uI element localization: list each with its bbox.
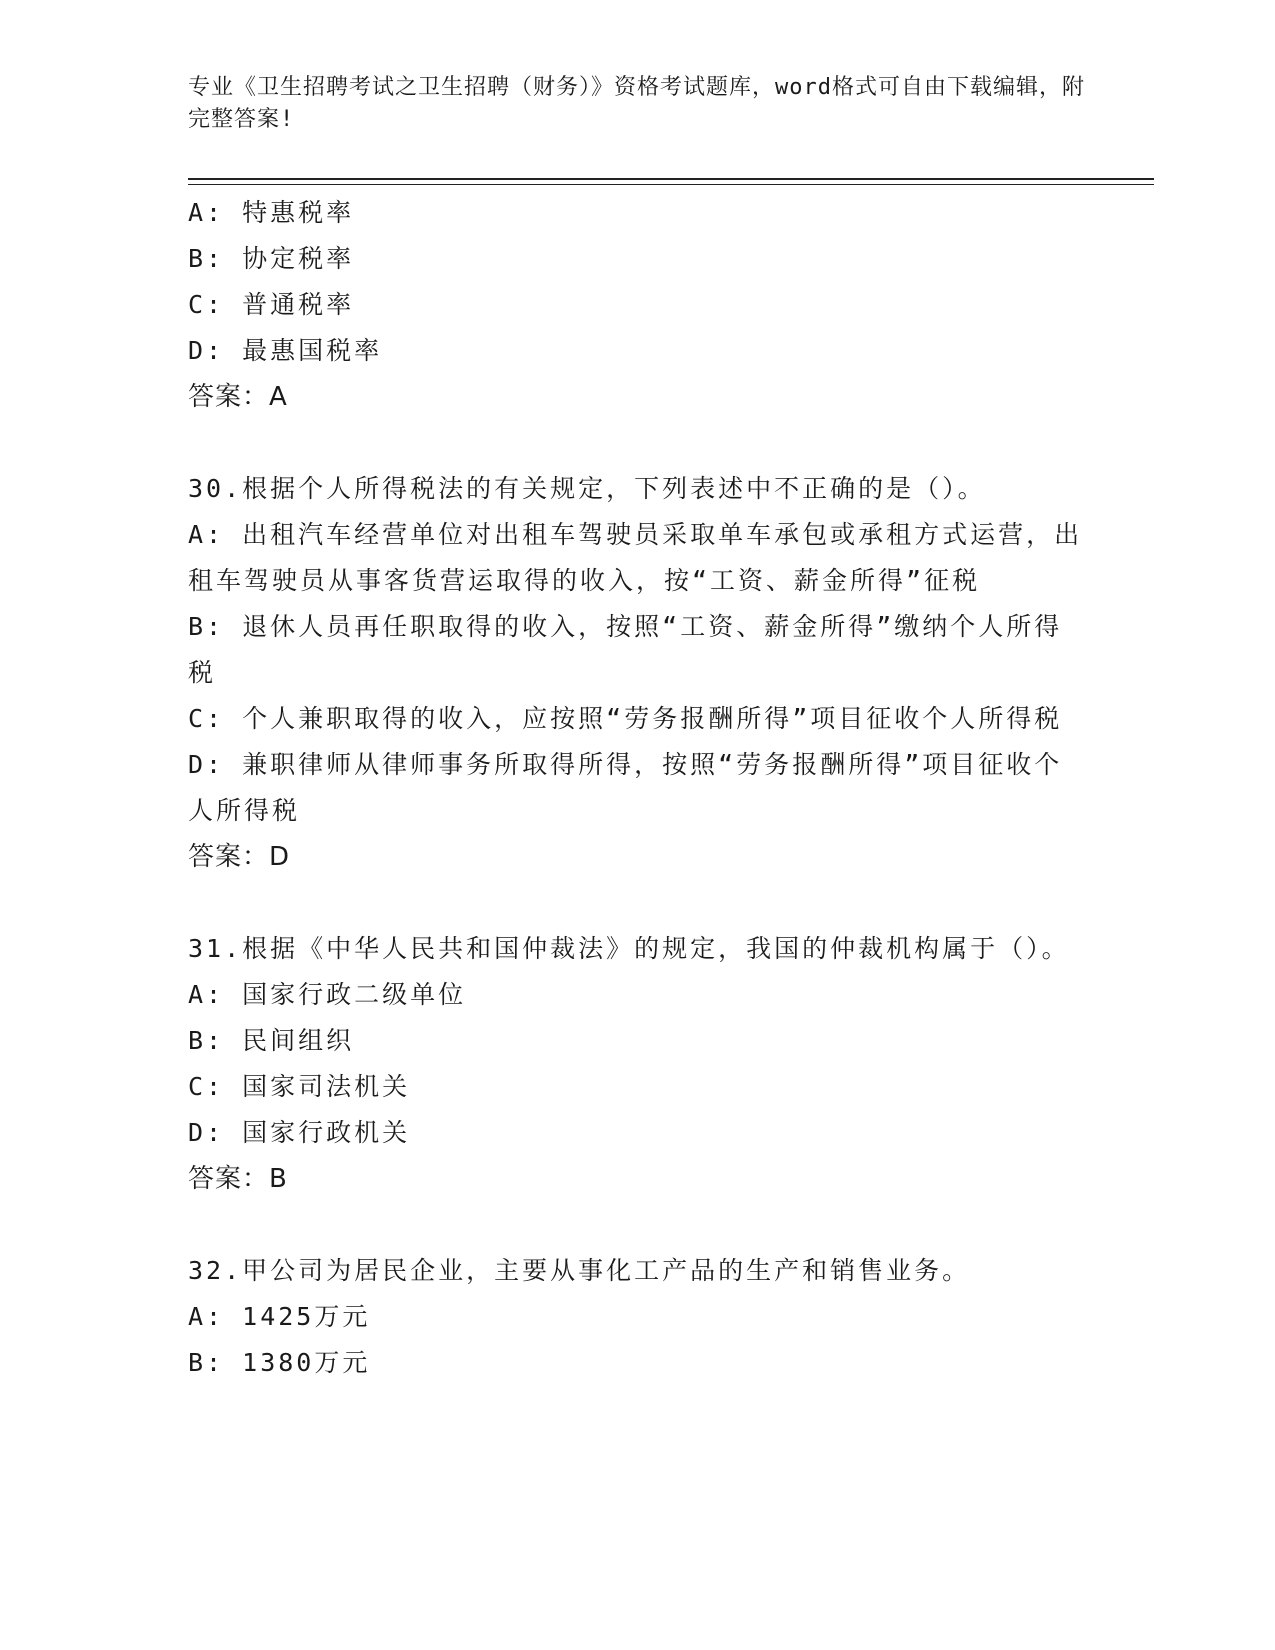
option-d: D: 兼职律师从律师事务所取得所得，按照“劳务报酬所得”项目征收个人所得税: [188, 750, 1063, 825]
question-30: [188, 466, 1088, 880]
option-c: C: 个人兼职取得的收入，应按照“劳务报酬所得”项目征收个人所得税: [188, 704, 1063, 733]
question-stem: 31.根据《中华人民共和国仲裁法》的规定，我国的仲裁机构属于（）。: [188, 934, 1070, 963]
option-b: B: 民间组织: [188, 1026, 355, 1055]
question-29: [188, 190, 1088, 420]
option-d: D: 国家行政机关: [188, 1118, 411, 1147]
header-note: 专业《卫生招聘考试之卫生招聘（财务）》资格考试题库，word格式可自由下载编辑，附完整答案!: [188, 75, 1085, 132]
answer: 答案：B: [188, 1164, 288, 1194]
question-stem: 30.根据个人所得税法的有关规定，下列表述中不正确的是（）。: [188, 474, 986, 503]
option-b: B: 协定税率: [188, 244, 355, 273]
option-b: B: 1380万元: [188, 1348, 371, 1377]
option-a: A: 1425万元: [188, 1302, 371, 1331]
question-32: [188, 1248, 1088, 1386]
option-c: C: 普通税率: [188, 290, 355, 319]
question-stem: 32.甲公司为居民企业，主要从事化工产品的生产和销售业务。: [188, 1256, 971, 1285]
question-content: [188, 190, 1088, 1386]
option-a: A: 国家行政二级单位: [188, 980, 467, 1009]
option-b: B: 退休人员再任职取得的收入，按照“工资、薪金所得”缴纳个人所得税: [188, 612, 1063, 687]
spacer: [188, 880, 1088, 926]
question-31: [188, 926, 1088, 1202]
spacer: [188, 1202, 1088, 1248]
option-d: D: 最惠国税率: [188, 336, 383, 365]
spacer: [188, 420, 1088, 466]
option-c: C: 国家司法机关: [188, 1072, 411, 1101]
answer: 答案：D: [188, 842, 291, 872]
option-a: A: 特惠税率: [188, 198, 355, 227]
option-a: A: 出租汽车经营单位对出租车驾驶员采取单车承包或承租方式运营，出租车驾驶员从事客货营运取得的收入，按“工资、薪金所得”征税: [188, 520, 1083, 595]
header-divider: [188, 178, 1154, 185]
answer: 答案：A: [188, 382, 288, 412]
